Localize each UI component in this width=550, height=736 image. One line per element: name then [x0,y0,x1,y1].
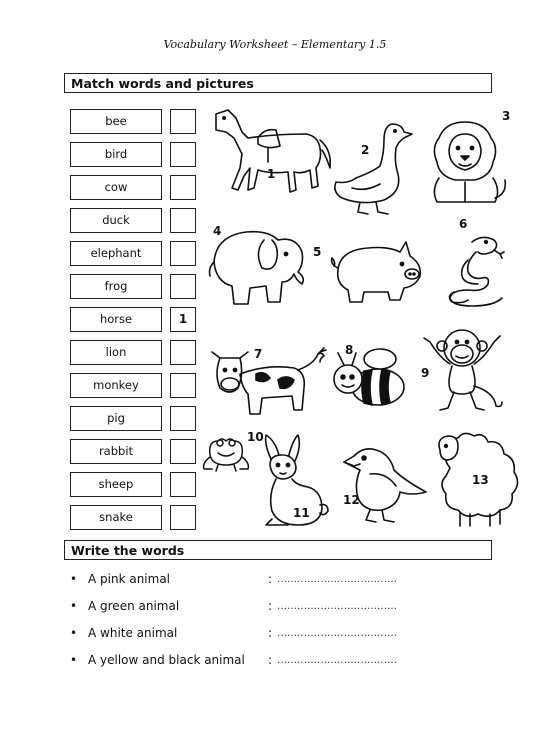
word-box-bee: bee [70,109,162,134]
answer-line-pink[interactable]: ……………………………… [277,574,397,585]
answer-box-frog[interactable] [170,274,196,299]
answer-box-cow[interactable] [170,175,196,200]
question-white [70,626,177,640]
answer-box-duck[interactable] [170,208,196,233]
word-box-rabbit: rabbit [70,439,162,464]
answer-box-pig[interactable] [170,406,196,431]
picture-number-11: 11 [293,506,310,520]
bullet-icon: • [70,626,78,640]
word-box-bird: bird [70,142,162,167]
colon: : [268,572,273,586]
picture-number-5: 5 [313,245,322,259]
question-text: A pink animal [88,572,171,586]
lion-picture [425,118,511,210]
word-box-elephant: elephant [70,241,162,266]
question-pink [70,572,170,586]
picture-number-6: 6 [459,217,468,231]
colon: : [268,599,273,613]
word-box-duck: duck [70,208,162,233]
answer-box-rabbit[interactable] [170,439,196,464]
picture-number-3: 3 [502,109,511,123]
answer-box-monkey[interactable] [170,373,196,398]
worksheet-title: Vocabulary Worksheet – Elementary 1.5 [163,38,387,51]
word-box-sheep: sheep [70,472,162,497]
answer-box-lion[interactable] [170,340,196,365]
answer-box-sheep[interactable] [170,472,196,497]
word-box-cow: cow [70,175,162,200]
word-box-frog: frog [70,274,162,299]
answer-line-white[interactable]: ……………………………… [277,628,397,639]
snake-picture [438,232,510,310]
frog-picture [200,433,252,475]
answer-box-elephant[interactable] [170,241,196,266]
word-box-horse: horse [70,307,162,332]
picture-number-2: 2 [361,143,370,157]
answer-box-bee[interactable] [170,109,196,134]
answer-box-bird[interactable] [170,142,196,167]
elephant-picture [206,222,310,310]
question-text: A white animal [88,626,178,640]
picture-number-10: 10 [247,430,264,444]
bullet-icon: • [70,653,78,667]
colon: : [268,653,273,667]
word-box-pig: pig [70,406,162,431]
answer-box-horse[interactable]: 1 [170,307,196,332]
bee-picture [328,345,410,411]
horse-picture [206,104,336,210]
picture-number-9: 9 [421,366,430,380]
section-write-heading: Write the words [64,540,492,560]
picture-number-4: 4 [213,224,222,238]
pig-picture [328,236,426,310]
cow-picture [206,344,326,422]
answer-box-snake[interactable] [170,505,196,530]
duck-picture [332,118,412,216]
picture-number-13: 13 [472,473,489,487]
word-box-snake: snake [70,505,162,530]
question-green [70,599,179,613]
bullet-icon: • [70,572,78,586]
question-yellow-black [70,653,245,667]
question-text: A yellow and black animal [88,653,245,667]
colon: : [268,626,273,640]
picture-number-1: 1 [267,167,276,181]
answer-line-yellow-black[interactable]: ……………………………… [277,655,397,666]
word-box-lion: lion [70,340,162,365]
picture-number-7: 7 [254,347,263,361]
bullet-icon: • [70,599,78,613]
question-text: A green animal [88,599,180,613]
section-match-heading: Match words and pictures [64,73,492,93]
word-box-monkey: monkey [70,373,162,398]
answer-line-green[interactable]: ……………………………… [277,601,397,612]
bird-picture [340,440,434,526]
picture-number-12: 12 [343,493,360,507]
monkey-picture [420,322,510,414]
picture-number-8: 8 [345,343,354,357]
